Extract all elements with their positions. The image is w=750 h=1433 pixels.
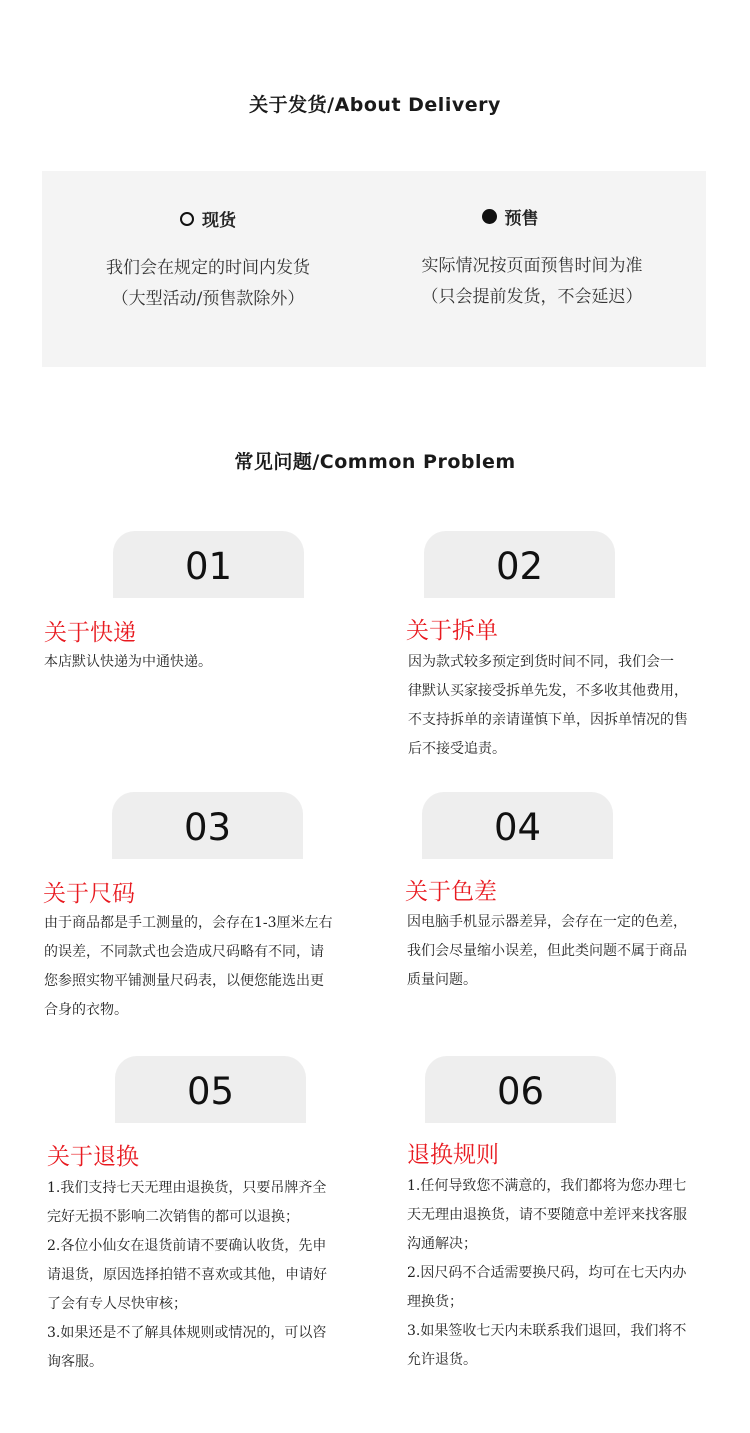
in-stock-line1: 我们会在规定的时间内发货 — [106, 258, 310, 278]
faq-number-tab: 05 — [115, 1056, 306, 1123]
open-circle-icon — [180, 212, 194, 226]
faq-item-body: 本店默认快递为中通快递。 — [44, 654, 212, 670]
in-stock-label: 现货 — [202, 211, 236, 231]
faq-item-body: 1.任何导致您不满意的，我们都将为您办理七 天无理由退换货，请不要随意中差评来找客服 沟通解决； 2.因尺码不合适需要换尺码，均可在七天内办 理换货； 3.如果签收七天内未联系我们退回，我们将不 允许退货。 — [407, 1178, 687, 1368]
faq-number-tab: 01 — [113, 531, 304, 598]
faq-item-body: 1.我们支持七天无理由退换货，只要吊牌齐全 完好无损不影响二次销售的都可以退换； 2.各位小仙女在退货前请不要确认收货，先申 请退货，原因选择拍错不喜欢或其他，申请好 了会有专人尽快审核； 3.如果还是不了解具体规则或情况的，可以咨 询客服。 — [47, 1180, 327, 1370]
filled-circle-icon — [482, 209, 497, 224]
delivery-info-panel — [42, 171, 706, 367]
faq-number-tab: 04 — [422, 792, 613, 859]
faq-number-tab: 03 — [112, 792, 303, 859]
faq-item-title: 关于色差 — [405, 879, 497, 905]
faq-item-body: 因电脑手机显示器差异，会存在一定的色差， 我们会尽量缩小误差，但此类问题不属于商品 质量问题。 — [407, 914, 687, 988]
in-stock-line2: （大型活动/预售款除外） — [111, 289, 305, 309]
presale-line2: （只会提前发货，不会延迟） — [421, 287, 643, 307]
faq-item-body: 因为款式较多预定到货时间不同，我们会一 律默认买家接受拆单先发，不多收其他费用， 不支持拆单的亲请谨慎下单，因拆单情况的售 后不接受追责。 — [408, 654, 688, 757]
presale-heading — [344, 204, 676, 229]
faq-item-body: 由于商品都是手工测量的，会存在1-3厘米左右 的误差，不同款式也会造成尺码略有不同，请 您参照实物平铺测量尺码表，以便您能选出更 合身的衣物。 — [44, 915, 333, 1018]
faq-section-title: 常见问题/Common Problem — [234, 451, 516, 473]
delivery-section-title: 关于发货/About Delivery — [249, 94, 501, 116]
faq-item-title: 关于退换 — [47, 1144, 139, 1170]
in-stock-column — [42, 171, 374, 367]
faq-item-title: 关于拆单 — [406, 618, 498, 644]
presale-label: 预售 — [504, 209, 539, 229]
faq-item-title: 关于尺码 — [43, 881, 135, 907]
faq-item-title: 退换规则 — [407, 1142, 499, 1168]
in-stock-heading — [42, 206, 374, 231]
presale-column — [374, 171, 706, 367]
presale-line1: 实际情况按页面预售时间为准 — [421, 256, 643, 276]
faq-number-tab: 06 — [425, 1056, 616, 1123]
faq-item-title: 关于快递 — [44, 620, 136, 646]
faq-number-tab: 02 — [424, 531, 615, 598]
